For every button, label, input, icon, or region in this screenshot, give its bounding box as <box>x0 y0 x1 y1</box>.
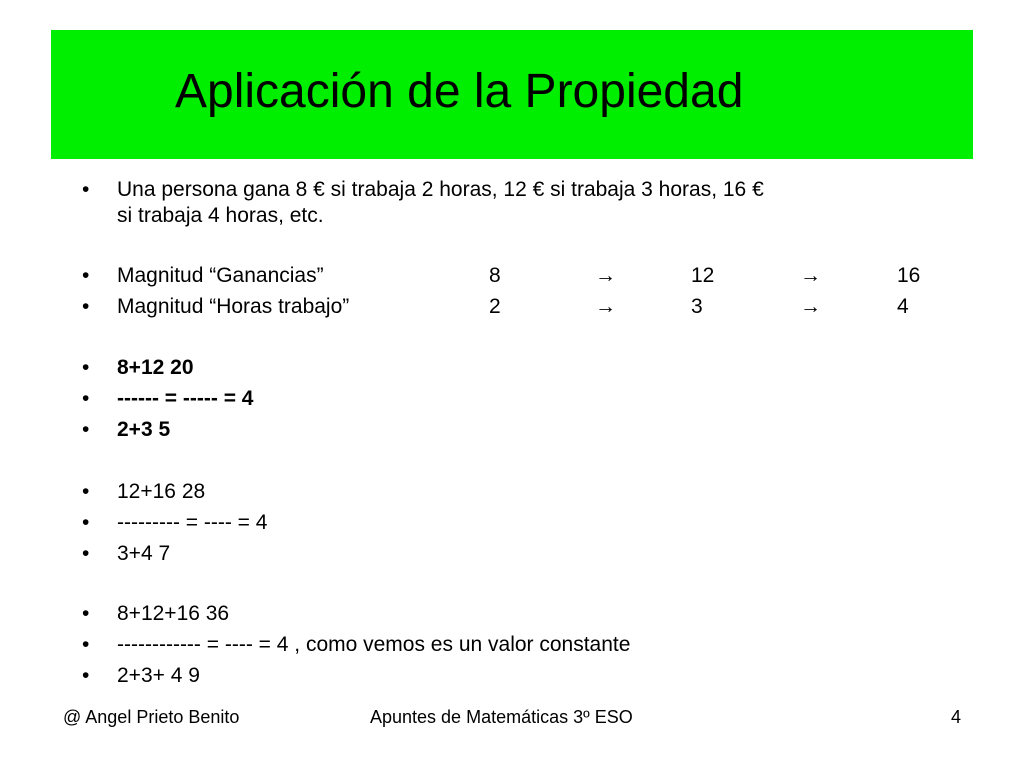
intro-line-1: Una persona gana 8 € si trabaja 2 horas, 12 € si trabaja 3 horas, 16 € <box>117 178 764 201</box>
bullet-marker: • <box>82 356 90 379</box>
bullet-marker: • <box>82 664 90 687</box>
arrow-icon: → <box>595 295 616 318</box>
bullet-marker: • <box>82 511 90 534</box>
fraction-2-bar: --------- = ---- = 4 <box>117 511 268 534</box>
fraction-3-bar: ------------ = ---- = 4 , como vemos es un valor constante <box>117 633 631 656</box>
bullet-marker: • <box>82 295 90 318</box>
earnings-value-2: 12 <box>691 264 715 287</box>
fraction-1-bar: ------ = ----- = 4 <box>117 387 254 410</box>
footer-course: Apuntes de Matemáticas 3º ESO <box>370 707 633 727</box>
fraction-2-denominator: 3+4 7 <box>117 542 171 565</box>
intro-line-2: si trabaja 4 horas, etc. <box>117 204 324 227</box>
bullet-marker: • <box>82 602 90 625</box>
magnitude-label-hours: Magnitud “Horas trabajo” <box>117 295 350 318</box>
bullet-marker: • <box>82 264 90 287</box>
bullet-marker: • <box>82 480 90 503</box>
bullet-marker: • <box>82 387 90 410</box>
magnitude-label-earnings: Magnitud “Ganancias” <box>117 264 324 287</box>
arrow-icon: → <box>800 295 821 318</box>
fraction-2-numerator: 12+16 28 <box>117 480 206 503</box>
fraction-3-denominator: 2+3+ 4 9 <box>117 664 200 687</box>
earnings-value-3: 16 <box>897 264 921 287</box>
slide-title: Aplicación de la Propiedad <box>175 65 744 118</box>
arrow-icon: → <box>595 264 616 287</box>
hours-value-2: 3 <box>691 295 703 318</box>
fraction-1-numerator: 8+12 20 <box>117 356 194 379</box>
bullet-marker: • <box>82 178 90 201</box>
hours-value-3: 4 <box>897 295 909 318</box>
earnings-value-1: 8 <box>489 264 501 287</box>
bullet-marker: • <box>82 633 90 656</box>
bullet-marker: • <box>82 418 90 441</box>
fraction-3-numerator: 8+12+16 36 <box>117 602 230 625</box>
hours-value-1: 2 <box>489 295 501 318</box>
footer-author: @ Angel Prieto Benito <box>63 707 240 727</box>
footer-page-number: 4 <box>951 707 962 727</box>
arrow-icon: → <box>800 264 821 287</box>
fraction-1-denominator: 2+3 5 <box>117 418 171 441</box>
bullet-marker: • <box>82 542 90 565</box>
